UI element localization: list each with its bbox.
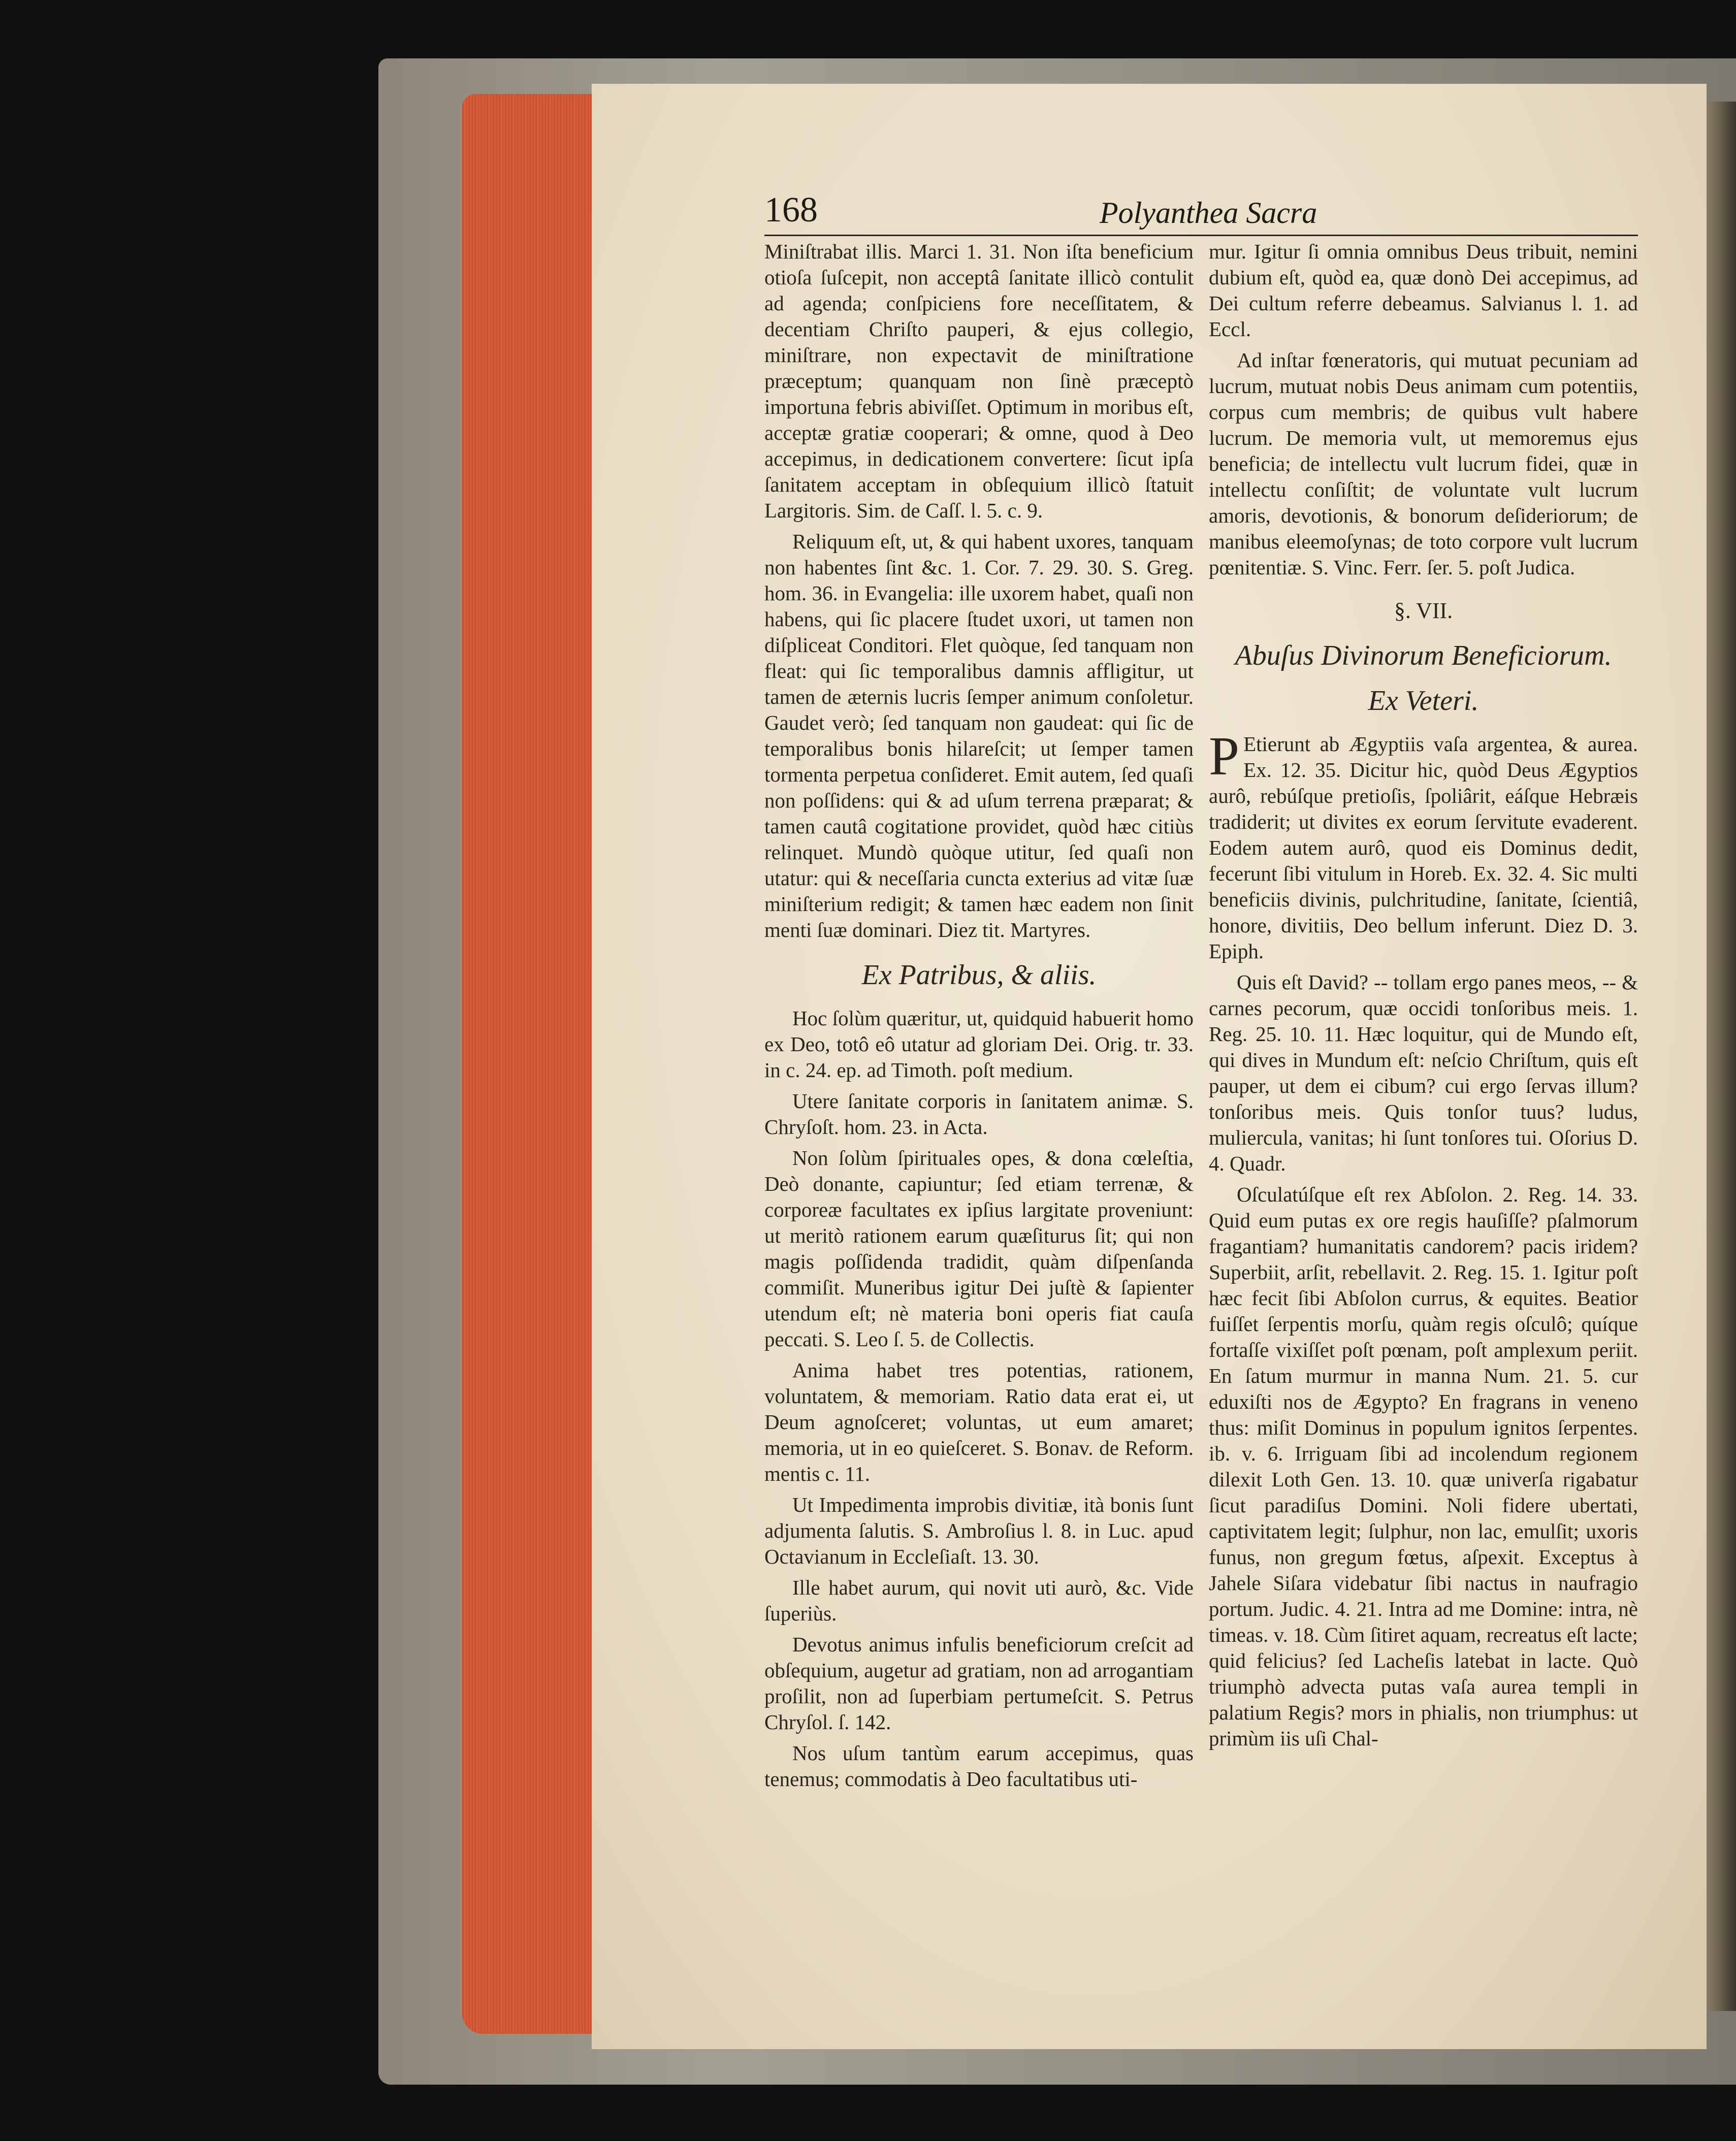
- paragraph: Non ſolùm ſpirituales opes, & dona cœleſtia, Deò donante, capiuntur; ſed etiam terrenæ, & corporeæ facultates ex ipſius largitate proveniunt: ut meritò rationem earum quæſiturus ſit; qui non magis poſſidenda tradidit, quàm diſpenſanda commiſit. Muneribus igitur Dei juſtè & ſapienter utendum eſt; nè materia boni operis fiat cauſa peccati. S. Leo ſ. 5. de Collectis.: [764, 1146, 1194, 1351]
- drop-cap: P: [1209, 726, 1240, 787]
- paragraph: Oſculatúſque eſt rex Abſolon. 2. Reg. 14. 33. Quid eum putas ex ore regis hauſiſſe? pſalmorum fragantiam? humanitatis candorem? pacis iridem? Superbiit, arſit, rebellavit. 2. Reg. 15. 1. Igitur poſt hæc fecit ſibi Abſolon currus, & equites. Beatior fuiſſet ſerpentis morſu, quàm regis oſculô; quíque fortaſſe vixiſſet poſt pœnam, poſt amplexum periit. En ſatum murmur in manna Num. 21. 5. cur eduxiſti nos de Ægypto? En fragrans in veneno thus: miſit Dominus in populum ignitos ſerpentes. ib. v. 6. Irriguam ſibi ad incolendum regionem dilexit Loth Gen. 13. 10. quæ univerſa rigabatur ſicut paradiſus Domini. Noli fidere ubertati, captivitatem legit; ſulphur, non lac, emulſit; uxoris funus, non gregum fœtus, aſpexit. Exceptus à Jahele Siſara videbatur ſibi nactus in naufragio portum. Judic. 4. 21. Intra ad me Domine: intra, nè timeas. v. 18. Cùm ſitiret aquam, recreatus eſt lacte; quid felicius? ſed Lacheſis latebat in lacte. Quò triumphò advecta putas vaſa aurea templi in palatium Regis? mors in phialis, non triumphus: ut primùm iis uſi Chal-: [1209, 1183, 1638, 1750]
- paragraph: Nos uſum tantùm earum accepimus, quas tenemus; commodatis à Deo facultatibus uti-: [764, 1741, 1194, 1791]
- section-heading: Ex Patribus, & aliis.: [861, 959, 1097, 991]
- paragraph: Utere ſanitate corporis in ſanitatem animæ. S. Chryſoſt. hom. 23. in Acta.: [764, 1089, 1194, 1139]
- paragraph: Anima habet tres potentias, rationem, voluntatem, & memoriam. Ratio data erat ei, ut Deum agnoſceret; voluntas, ut eum amaret; memoria, ut in eo quieſceret. S. Bonav. de Reform. mentis c. 11.: [764, 1358, 1194, 1485]
- paragraph: mur. Igitur ſi omnia omnibus Deus tribuit, nemini dubium eſt, quòd ea, quæ donò Dei accepimus, ad Dei cultum referre debeamus. Salvianus l. 1. ad Eccl.: [1209, 240, 1638, 341]
- paragraph-text: Etierunt ab Ægyptiis vaſa argentea, & aurea. Ex. 12. 35. Dicitur hic, quòd Deus Ægyptios aurô, rebúſque pretioſis, ſpoliârit, eáſque Hebræis tradiderit; ut divites ex eorum ſervitute evaderent. Eodem autem aurô, quod eis Dominus dedit, fecerunt ſibi vitulum in Horeb. Ex. 32. 4. Sic multi beneficiis divinis, pulchritudine, ſanitate, ſcientiâ, honore, divitiis, Deo bellum inferunt. Diez D. 3. Epiph.: [1209, 732, 1638, 963]
- page-number: 168: [764, 190, 818, 230]
- paragraph: Miniſtrabat illis. Marci 1. 31. Non iſta beneficium otioſa ſuſcepit, non acceptâ ſanitate illicò contulit ad agenda; conſpiciens fore neceſſitatem, & decentiam Chriſto pauperi, & ejus collegio, miniſtrare, non expectavit de miniſtratione præceptum; quanquam non ſinè præceptò importuna febris abiviſſet. Optimum in moribus eſt, acceptæ gratiæ cooperari; & omne, quod à Deo accepimus, in dedicationem convertere: ſicut ipſa ſanitatem acceptam in obſequium illicò ſtatuit Largitoris. Sim. de Caſſ. l. 5. c. 9.: [764, 240, 1194, 522]
- section-title: Abuſus Divinorum Beneficiorum.: [1235, 640, 1612, 671]
- drop-cap-paragraph: [1209, 726, 1638, 964]
- page-edge: [462, 94, 599, 2034]
- paragraph: Ut Impedimenta improbis divitiæ, ità bonis ſunt adjumenta ſalutis. S. Ambroſius l. 8. in Luc. apud Octavianum in Eccleſiaſt. 13. 30.: [764, 1493, 1194, 1568]
- paragraph: Hoc ſolùm quæritur, ut, quidquid habuerit homo ex Deo, totô eô utatur ad gloriam Dei. Orig. tr. 33. in c. 24. ep. ad Timoth. poſt medium.: [764, 1007, 1194, 1082]
- running-title: Polyanthea Sacra: [1100, 196, 1317, 230]
- paragraph: Devotus animus infulis beneficiorum creſcit ad obſequium, augetur ad gratiam, non ad arrogantiam proſilit, non ad ſuperbiam pertumeſcit. S. Petrus Chryſol. ſ. 142.: [764, 1633, 1194, 1734]
- left-column: [764, 239, 1194, 1797]
- right-column: [1209, 239, 1638, 1757]
- subheading: Ex Veteri.: [1368, 685, 1479, 717]
- paragraph: Ille habet aurum, qui novit uti aurò, &c. Vide ſuperiùs.: [764, 1576, 1194, 1625]
- paragraph: Reliquum eſt, ut, & qui habent uxores, tanquam non habentes ſint &c. 1. Cor. 7. 29. 30. S. Greg. hom. 36. in Evangelia: ille uxorem habet, quaſi non habens, qui ſic placere ſtudet uxori, ut tamen non diſpliceat Conditori. Flet quòque, ſed tanquam non fleat: qui ſic temporalibus damnis affligitur, ut tamen de æternis lucris ſemper animum conſoletur. Gaudet verò; ſed tanquam non gaudeat: qui ſic de temporalibus bonis hilareſcit; ut ſemper tamen tormenta perpetua conſideret. Emit autem, ſed quaſi non poſſidens: qui & ad uſum terrena præparat; & tamen cautâ cogitatione providet, quòd hæc citiùs relinquet. Mundò quòque utitur, ſed quaſi non utatur: qui & neceſſaria cuncta exterius ad vitæ ſuæ miniſterium redigit; & tamen hæc eadem non ſinit menti ſuæ dominari. Diez tit. Martyres.: [764, 530, 1194, 942]
- section-number: §. VII.: [1394, 598, 1453, 623]
- paragraph: Ad inſtar fœneratoris, qui mutuat pecuniam ad lucrum, mutuat nobis Deus animam cum potentiis, corpus cum membris; de quibus vult habere lucrum. De memoria vult, ut memoremus ejus beneficia; de intellectu vult lucrum fidei, quæ in intellectu conſiſtit; de voluntate vult lucrum amoris, devotionis, & bonorum deſideriorum; de manibus eleemoſynas; de toto corpore vult lucrum pœnitentiæ. S. Vinc. Ferr. ſer. 5. poſt Judica.: [1209, 348, 1638, 579]
- paragraph: Quis eſt David? -- tollam ergo panes meos, -- & carnes pecorum, quæ occidi tonſoribus meis. 1. Reg. 25. 10. 11. Hæc loquitur, qui de Mundo eſt, qui dives in Mundum eſt: neſcio Chriſtum, quis eſt pauper, ut dem ei cibum? cui ergo ſervas illum? tonſoribus meis. Quis tonſor tuus? ludus, muliercula, vanitas; hi ſunt tonſores tui. Oſorius D. 4. Quadr.: [1209, 970, 1638, 1175]
- running-head: [764, 189, 1638, 236]
